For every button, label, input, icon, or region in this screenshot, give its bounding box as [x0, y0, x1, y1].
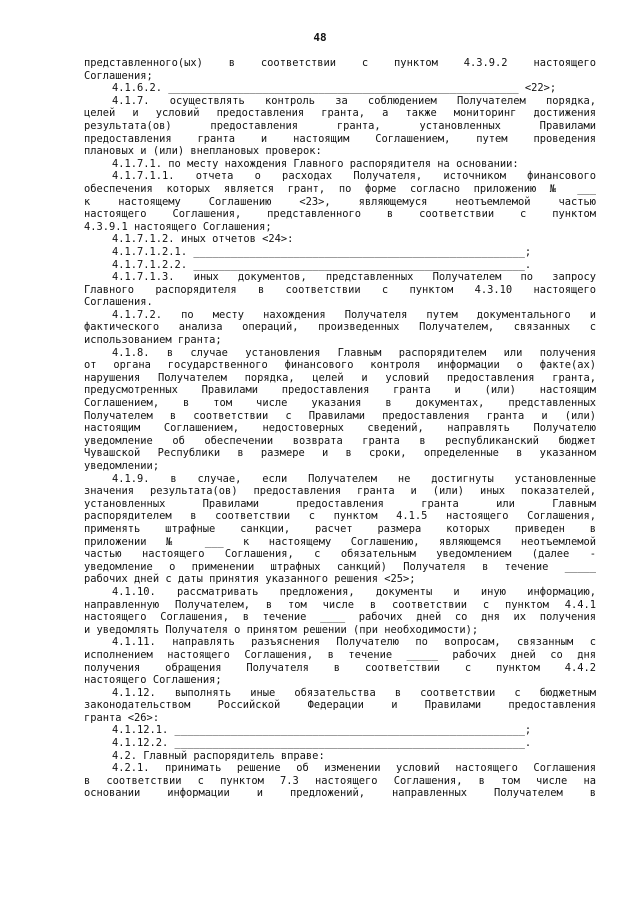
- text-line: 4.1.12. выполнять иные обязательства в соответствии с бюджетным: [112, 686, 596, 699]
- text-line: 4.1.7.2. по месту нахождения Получателя путем документального и: [112, 308, 596, 321]
- text-line: и уведомлять Получателя о принятом решении (при необходимости);: [84, 623, 479, 636]
- text-line: 4.1.12.1. ________________________________________________________;: [112, 724, 532, 737]
- text-line: фактического анализа операций, произведенных Получателем, связанных с: [84, 321, 596, 334]
- text-line: 4.1.10. рассматривать предложения, документы и иную информацию,: [112, 585, 596, 598]
- text-line: от органа государственного финансового контроля информации о факте(ах): [84, 359, 596, 372]
- text-line: распорядителем в соответствии с пунктом 4.1.5 настоящего Соглашения,: [84, 510, 596, 523]
- text-line: целей и условий предоставления гранта, а также мониторинг достижения: [84, 107, 596, 120]
- text-line: Соглашения.: [84, 296, 153, 309]
- text-line: Получателем в соответствии с Правилами предоставления гранта и (или): [84, 409, 596, 422]
- text-line: 4.2. Главный распорядитель вправе:: [112, 749, 325, 762]
- text-line: нарушения Получателем порядка, целей и условий предоставления гранта,: [84, 371, 596, 384]
- text-line: Соглашения;: [84, 69, 153, 82]
- text-line: 4.2.1. принимать решение об изменении условий настоящего Соглашения: [112, 762, 596, 775]
- text-line: 4.1.9. в случае, если Получателем не достигнуты установленные: [112, 472, 596, 485]
- text-line: применять штрафные санкции, расчет размера которых приведен в: [84, 522, 596, 535]
- text-line: направленную Получателем, в том числе в соответствии с пунктом 4.4.1: [84, 598, 596, 611]
- text-line: использованием гранта;: [84, 334, 222, 347]
- text-line: уведомление об обеспечении возврата гранта в республиканский бюджет: [84, 434, 596, 447]
- text-line: настоящего Соглашения;: [84, 674, 222, 687]
- text-line: Главного распорядителя в соответствии с пунктом 4.3.10 настоящего: [84, 283, 596, 296]
- text-line: 4.1.7.1.2. иных отчетов <24>:: [112, 233, 294, 246]
- text-line: 4.1.7.1.2.2. _____________________________________________________.: [112, 258, 532, 271]
- text-line: исполнением настоящего Соглашения, в течение _____ рабочих дней со дня: [84, 648, 596, 661]
- text-line: Соглашением, в том числе указания в документах, представленных: [84, 397, 596, 410]
- text-line: настоящим Соглашением, недостоверных сведений, направлять Получателю: [84, 422, 596, 435]
- text-line: 4.1.7.1.1. отчета о расходах Получателя, источником финансового: [112, 170, 596, 183]
- document-body: [84, 57, 596, 800]
- text-line: в соответствии с пунктом 7.3 настоящего Соглашения, в том числе на: [84, 774, 596, 787]
- text-line: предоставления гранта и настоящим Соглашением, путем проведения: [84, 132, 596, 145]
- text-line: 4.1.8. в случае установления Главным распорядителем или получения: [112, 346, 596, 359]
- text-line: Чувашской Республики в размере и в сроки, определенные в указанном: [84, 447, 596, 460]
- text-line: значения результата(ов) предоставления гранта и (или) иных показателей,: [84, 485, 596, 498]
- text-line: представленного(ых) в соответствии с пунктом 4.3.9.2 настоящего: [84, 57, 596, 69]
- text-line: частью настоящего Соглашения, с обязательным уведомлением (далее -: [84, 548, 596, 561]
- text-line: предусмотренных Правилами предоставления гранта и (или) настоящим: [84, 384, 596, 397]
- text-line: законодательством Российской Федерации и Правилами предоставления: [84, 699, 596, 712]
- text-line: 4.1.6.2. ________________________________________________________ <22>;: [112, 82, 557, 95]
- text-line: приложении № ___ к настоящему Соглашению, являющемся неотъемлемой: [84, 535, 596, 548]
- text-line: уведомлении;: [84, 460, 160, 472]
- text-line: уведомление о применении штрафных санкций) Получателя в течение _____: [84, 560, 596, 573]
- text-line: обеспечения которых является грант, по форме согласно приложению № ___: [84, 182, 596, 195]
- text-line: рабочих дней с даты принятия указанного решения <25>;: [84, 573, 416, 586]
- text-line: гранта <26>:: [84, 711, 160, 724]
- text-line: настоящего Соглашения, в течение ____ рабочих дней со дня их получения: [84, 611, 596, 624]
- text-line: 4.1.11. направлять разъяснения Получателю по вопросам, связанным с: [112, 636, 596, 649]
- text-line: 4.1.7.1. по месту нахождения Главного распорядителя на основании:: [112, 157, 519, 170]
- page-number: 48: [313, 31, 327, 44]
- text-line: 4.1.7. осуществлять контроль за соблюдением Получателем порядка,: [112, 94, 596, 107]
- text-line: 4.3.9.1 настоящего Соглашения;: [84, 220, 272, 233]
- text-line: к настоящему Соглашению <23>, являющемуся неотъемлемой частью: [84, 195, 596, 208]
- text-line: плановых и (или) внеплановых проверок:: [84, 145, 322, 158]
- text-line: основании информации и предложений, направленных Получателем в: [84, 787, 596, 800]
- text-line: настоящего Соглашения, представленного в соответствии с пунктом: [84, 208, 596, 221]
- text-line: получения обращения Получателя в соответствии с пунктом 4.4.2: [84, 661, 596, 674]
- text-line: 4.1.7.1.3. иных документов, представленных Получателем по запросу: [112, 271, 596, 284]
- text-line: результата(ов) предоставления гранта, установленных Правилами: [84, 119, 596, 132]
- text-line: установленных Правилами предоставления гранта или Главным: [84, 497, 596, 510]
- text-line: 4.1.7.1.2.1. _____________________________________________________;: [112, 245, 532, 258]
- text-line: 4.1.12.2. ________________________________________________________.: [112, 737, 532, 750]
